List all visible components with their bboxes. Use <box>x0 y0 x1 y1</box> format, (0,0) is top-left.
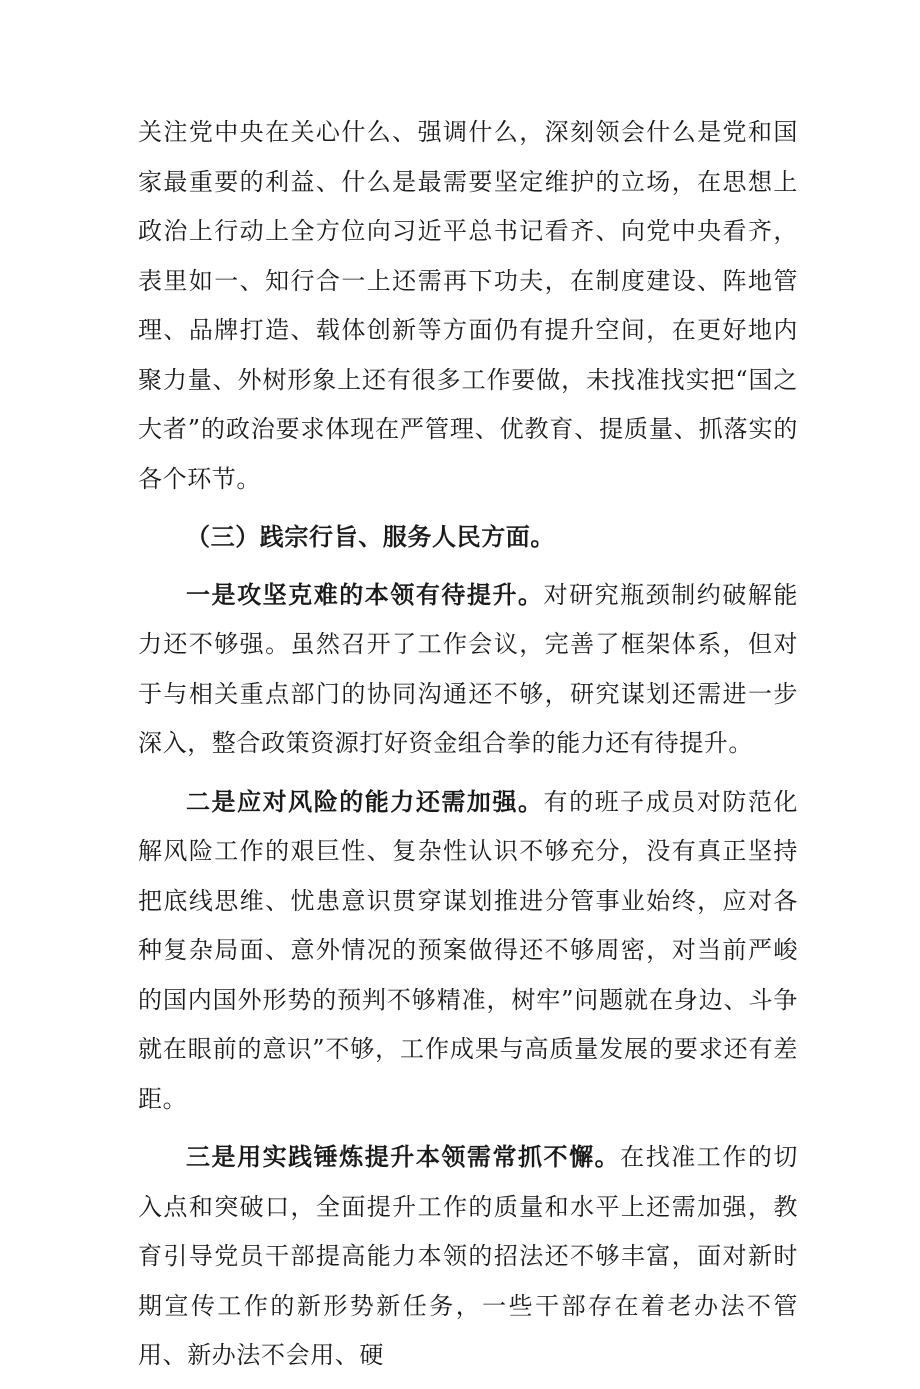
document-body <box>138 108 798 1389</box>
item-paragraph-2 <box>138 777 798 1125</box>
paragraph-continuation <box>138 108 798 504</box>
item-paragraph-1 <box>138 570 798 769</box>
item-text-2: 有的班子成员对防范化解风险工作的艰巨性、复杂性认识不够充分，没有真正坚持把底线思维、忧患意识贯穿谋划推进分管事业始终，应对各种复杂局面、意外情况的预案做得还不够周密，对当前严峻的国内国外形势的预判不够精准，树牢”问题就在身边、斗争就在眼前的意识”不够，工作成果与高质量发展的要求还有差距。 <box>138 787 798 1113</box>
item-lead-2: 二是应对风险的能力还需加强。 <box>186 786 544 816</box>
item-text-3: 在找准工作的切入点和突破口，全面提升工作的质量和水平上还需加强，教育引导党员干部提高能力本领的招法还不够丰富，面对新时期宣传工作的新形势新任务，一些干部存在着老办法不管用、新办法不会用、硬 <box>138 1143 799 1369</box>
item-text-1: 对研究瓶颈制约破解能力还不够强。虽然召开了工作会议，完善了框架体系，但对于与相关重点部门的协同沟通还不够，研究谋划还需进一步深入，整合政策资源打好资金组合拳的能力还有待提升。 <box>138 580 798 757</box>
section-heading: （三）践宗行旨、服务人民方面。 <box>186 522 555 551</box>
item-paragraph-3 <box>138 1132 798 1381</box>
item-lead-3: 三是用实践锤炼提升本领需常抓不懈。 <box>186 1142 621 1171</box>
item-lead-1: 一是攻坚克难的本领有待提升。 <box>186 579 544 609</box>
paragraph-text: 关注党中央在关心什么、强调什么，深刻领会什么是党和国家最重要的利益、什么是最需要坚定维护的立场，在思想上政治上行动上全方位向习近平总书记看齐、向党中央看齐，表里如一、知行合一上还需再下功夫，在制度建设、阵地管理、品牌打造、载体创新等方面仍有提升空间，在更好地内聚力量、外树形象上还有很多工作要做，未找准找实把“国之大者”的政治要求体现在严管理、优教育、提质量、抓落实的各个环节。 <box>138 118 798 493</box>
